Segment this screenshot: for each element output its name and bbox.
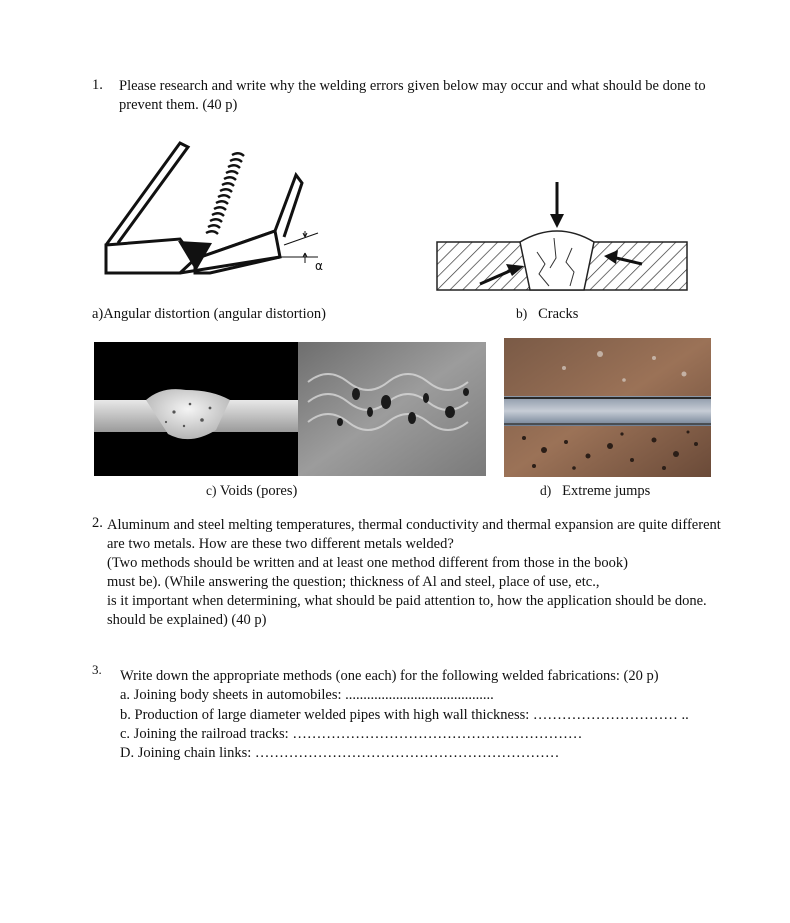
q1-number: 1. [92, 77, 103, 93]
q2-line-1: Aluminum and steel melting temperatures, thermal conductivity and thermal expansion are quite different [107, 517, 721, 533]
q2-line-5: is it important when determining, what should be paid attention to, how the application should be done. [107, 593, 707, 609]
caption-a-text: Angular distortion (angular distortion) [103, 306, 326, 322]
caption-d [540, 483, 650, 500]
caption-b [516, 306, 578, 323]
q3-item-b: b. Production of large diameter welded pipes with high wall thickness: ………………………… .. [120, 707, 689, 723]
q1-text-line1: Please research and write why the welding errors given below may occur and what should be done to [119, 78, 706, 94]
caption-c [206, 483, 297, 500]
q2-line-6: should be explained) (40 p) [107, 612, 267, 628]
caption-d-text: Extreme jumps [562, 483, 651, 499]
caption-a-letter: a) [92, 306, 104, 322]
q1-text-line2: prevent them. (40 p) [119, 97, 238, 113]
q3-item-c: c. Joining the railroad tracks: …………………………………………………… [120, 726, 583, 742]
caption-d-letter: d) [540, 483, 552, 498]
q3-number: 3. [92, 662, 102, 677]
caption-c-text: Voids (pores) [219, 483, 298, 499]
voids-photo [94, 342, 486, 476]
q3-intro: Write down the appropriate methods (one each) for the following welded fabrications: (20 p) [120, 668, 659, 684]
q3-item-d: D. Joining chain links: ……………………………………………………… [120, 745, 560, 761]
q3-item-a: a. Joining body sheets in automobiles: ......................................... [120, 687, 494, 703]
caption-a [92, 306, 326, 323]
q2-number: 2. [92, 515, 103, 531]
q2-line-4: must be). (While answering the question; thickness of Al and steel, place of use, etc., [107, 574, 600, 590]
q2-line-3: (Two methods should be written and at least one method different from those in the book) [107, 555, 629, 571]
cracks-figure [432, 180, 692, 298]
spatter-photo [504, 338, 711, 477]
caption-b-letter: b) [516, 306, 528, 321]
caption-b-text: Cracks [538, 306, 579, 322]
alpha-symbol: α [315, 259, 323, 273]
q2-line-2: are two metals. How are these two different metals welded? [107, 536, 454, 552]
angular-distortion-figure [100, 133, 335, 278]
caption-c-letter: c) [206, 483, 217, 498]
